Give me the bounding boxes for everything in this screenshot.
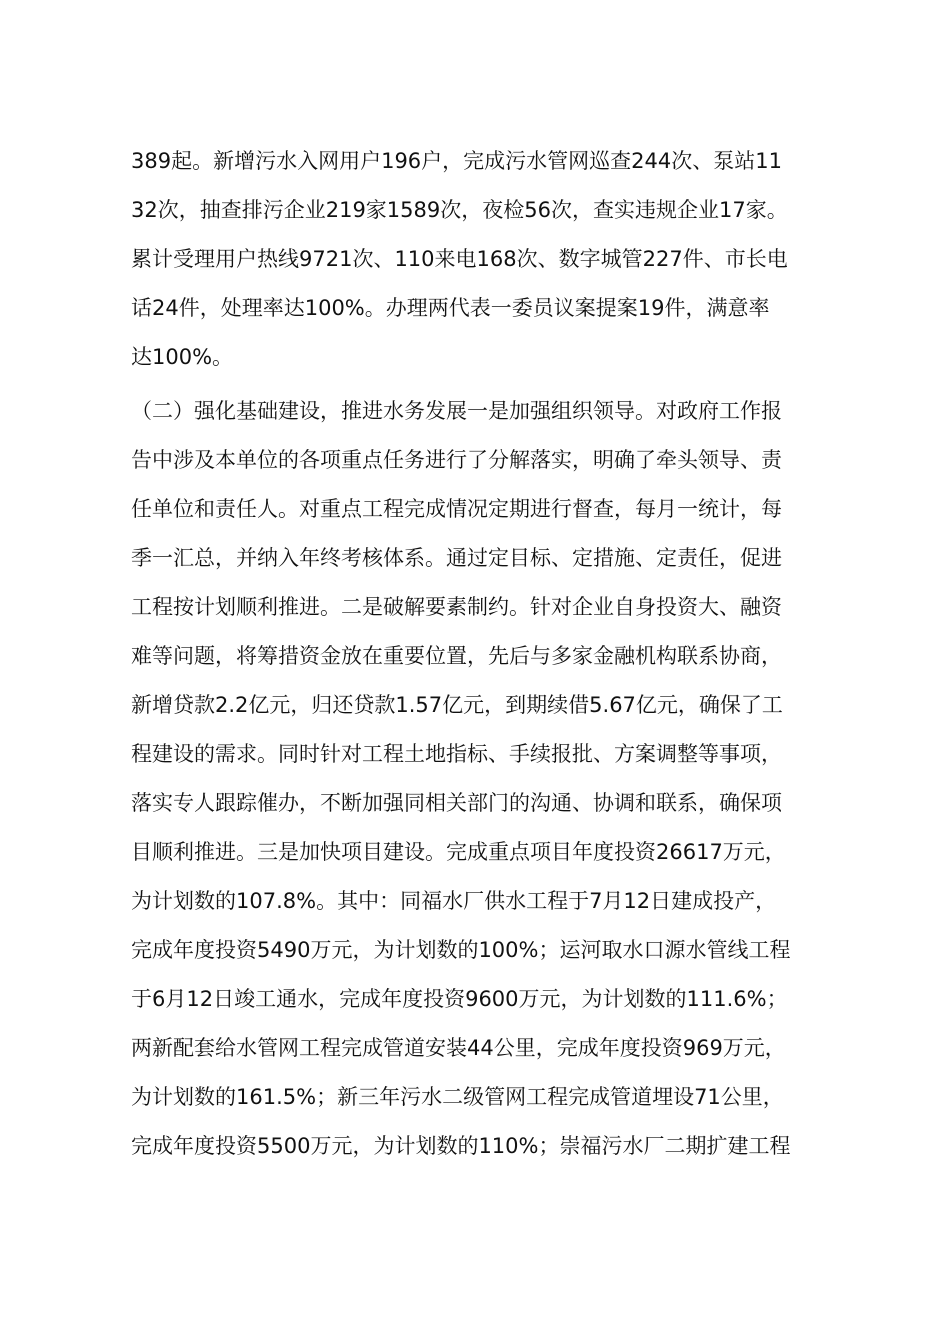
- text-line: 季一汇总，并纳入年终考核体系。通过定目标、定措施、定责任，促进: [131, 546, 782, 570]
- text-line: 任单位和责任人。对重点工程完成情况定期进行督查，每月一统计，每: [131, 497, 782, 521]
- section-heading-line: （二）强化基础建设，推进水务发展一是加强组织领导。对政府工作报: [131, 399, 782, 423]
- text-line: 32次，抽查排污企业219家1589次，夜检56次，查实违规企业17家。: [131, 198, 788, 222]
- text-line: 完成年度投资5500万元，为计划数的110%；崇福污水厂二期扩建工程: [131, 1134, 791, 1158]
- text-line: 为计划数的107.8%。其中：同福水厂供水工程于7月12日建成投产，: [131, 889, 777, 913]
- text-line: 为计划数的161.5%；新三年污水二级管网工程完成管道埋设71公里，: [131, 1085, 784, 1109]
- text-line: 落实专人跟踪催办，不断加强同相关部门的沟通、协调和联系，确保项: [131, 791, 782, 815]
- text-line: 新增贷款2.2亿元，归还贷款1.57亿元，到期续借5.67亿元，确保了工: [131, 693, 783, 717]
- text-line: 目顺利推进。三是加快项目建设。完成重点项目年度投资26617万元，: [131, 840, 786, 864]
- text-line: 告中涉及本单位的各项重点任务进行了分解落实，明确了牵头领导、责: [131, 448, 782, 472]
- text-line: 于6月12日竣工通水，完成年度投资9600万元，为计划数的111.6%；: [131, 987, 788, 1011]
- text-line: 话24件，处理率达100%。办理两代表一委员议案提案19件，满意率: [131, 296, 770, 320]
- text-line: 难等问题，将筹措资金放在重要位置，先后与多家金融机构联系协商，: [131, 644, 782, 668]
- text-line: 程建设的需求。同时针对工程土地指标、手续报批、方案调整等事项，: [131, 742, 782, 766]
- text-line: 达100%。: [131, 345, 234, 369]
- text-line: 累计受理用户热线9721次、110来电168次、数字城管227件、市长电: [131, 247, 788, 271]
- text-line: 完成年度投资5490万元，为计划数的100%；运河取水口源水管线工程: [131, 938, 791, 962]
- text-line: 389起。新增污水入网用户196户，完成污水管网巡查244次、泵站11: [131, 149, 782, 173]
- text-line: 两新配套给水管网工程完成管道安装44公里，完成年度投资969万元，: [131, 1036, 786, 1060]
- text-line: 工程按计划顺利推进。二是破解要素制约。针对企业自身投资大、融资: [131, 595, 782, 619]
